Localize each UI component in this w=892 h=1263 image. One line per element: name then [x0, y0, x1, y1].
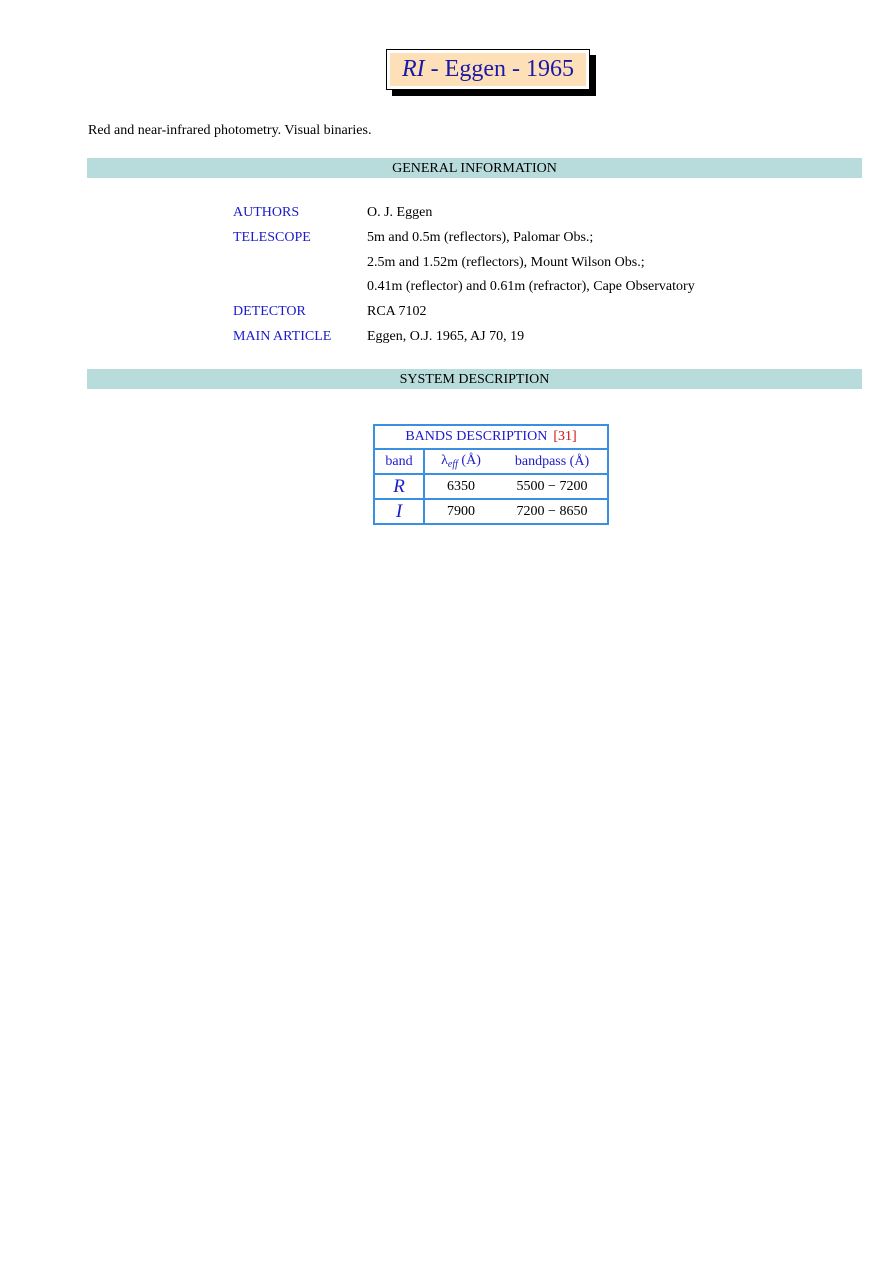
- lambda-symbol: λ: [441, 453, 448, 468]
- detector-label: DETECTOR: [233, 304, 306, 319]
- band-lambda-eff: 6350: [424, 474, 497, 499]
- col-header-band: band: [374, 449, 424, 474]
- title-system-name: RI: [402, 56, 425, 82]
- section-system-description: SYSTEM DESCRIPTION: [87, 369, 862, 389]
- bands-header-label: BANDS DESCRIPTION: [405, 429, 548, 444]
- band-bandpass: 5500 − 7200: [497, 474, 608, 499]
- table-row: [374, 474, 608, 499]
- telescope-line-2: 2.5m and 1.52m (reflectors), Mount Wilson Obs.;: [367, 255, 645, 270]
- bands-header-ref: [31]: [553, 429, 577, 444]
- col-header-bandpass: bandpass (Å): [497, 449, 608, 474]
- band-name: I: [374, 499, 424, 524]
- band-lambda-eff: 7900: [424, 499, 497, 524]
- bands-table-header: [374, 425, 608, 449]
- title-rest: - Eggen - 1965: [424, 56, 574, 82]
- bands-table: [373, 424, 609, 525]
- telescope-label: TELESCOPE: [233, 230, 311, 245]
- title-banner: [386, 49, 598, 98]
- band-name: R: [374, 474, 424, 499]
- main-article-label: MAIN ARTICLE: [233, 329, 332, 344]
- band-bandpass: 7200 − 8650: [497, 499, 608, 524]
- lambda-unit: (Å): [457, 453, 481, 468]
- intro-text: Red and near-infrared photometry. Visual binaries.: [88, 123, 372, 138]
- page-title: [390, 53, 586, 86]
- col-header-lambda: [424, 449, 497, 474]
- section-general-information: GENERAL INFORMATION: [87, 158, 862, 178]
- telescope-line-3: 0.41m (reflector) and 0.61m (refractor), Cape Observatory: [367, 279, 695, 294]
- detector-value: RCA 7102: [367, 304, 427, 319]
- title-box: [386, 49, 590, 90]
- main-article-value: Eggen, O.J. 1965, AJ 70, 19: [367, 329, 525, 344]
- authors-label: AUTHORS: [233, 205, 300, 220]
- authors-value: O. J. Eggen: [367, 205, 433, 220]
- table-row: [374, 499, 608, 524]
- telescope-line-1: 5m and 0.5m (reflectors), Palomar Obs.;: [367, 230, 594, 245]
- lambda-subscript: eff: [447, 459, 458, 470]
